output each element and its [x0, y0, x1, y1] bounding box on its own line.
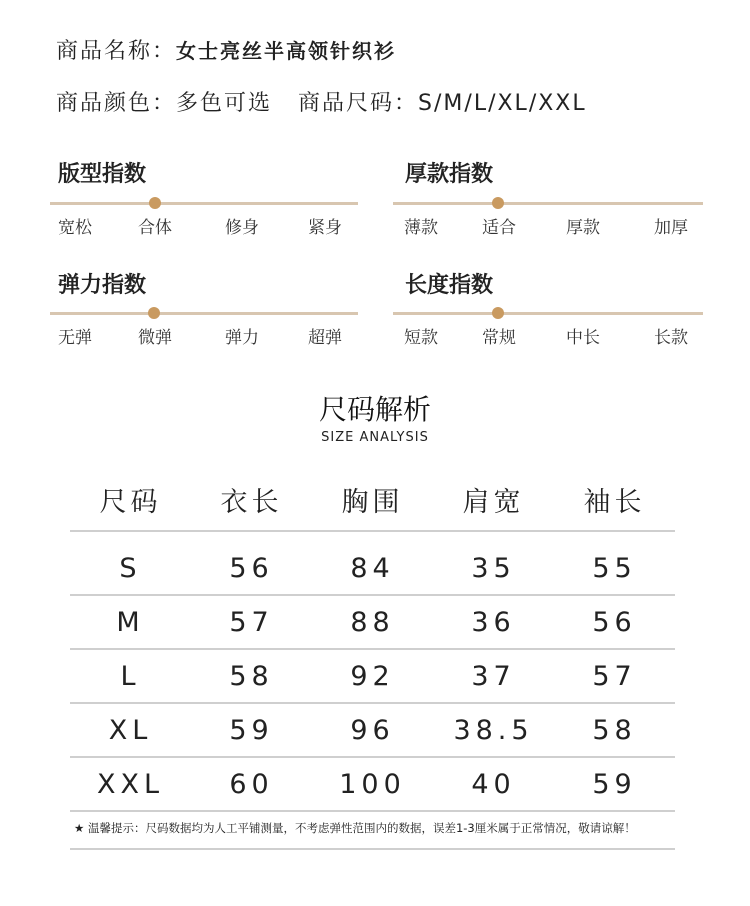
header-size: 尺码	[70, 468, 191, 531]
cell-size: S	[70, 542, 191, 595]
cell-size: L	[70, 649, 191, 703]
thickness-index-title: 厚款指数	[405, 162, 494, 187]
cell-length: 57	[191, 595, 312, 649]
product-name-line	[56, 34, 396, 65]
table-spacer	[70, 531, 675, 542]
product-name-value: 女士亮丝半高领针织衫	[176, 39, 397, 63]
fit-index-option: 合体	[138, 218, 172, 238]
header-chest: 胸围	[312, 468, 433, 531]
cell-shoulder: 35	[433, 542, 554, 595]
cell-chest: 84	[312, 542, 433, 595]
length-index-option: 常规	[482, 328, 516, 348]
cell-length: 58	[191, 649, 312, 703]
table-row	[70, 757, 675, 811]
cell-chest: 96	[312, 703, 433, 757]
cell-sleeve: 58	[554, 703, 675, 757]
cell-size: XL	[70, 703, 191, 757]
cell-shoulder: 37	[433, 649, 554, 703]
elasticity-index-title: 弹力指数	[58, 273, 147, 298]
cell-shoulder: 38.5	[433, 703, 554, 757]
length-index-option: 短款	[404, 328, 438, 348]
product-size-label: 商品尺码：	[298, 91, 419, 116]
header-shoulder: 肩宽	[433, 468, 554, 531]
length-index-marker	[492, 307, 504, 319]
measurement-note: ★ 温馨提示：尺码数据均为人工平铺测量，不考虑弹性范围内的数据，误差1-3厘米属于正常情况，敬请谅解！	[74, 821, 636, 835]
thickness-index-track	[393, 202, 703, 205]
length-index-track	[393, 312, 703, 315]
product-name-label: 商品名称：	[56, 39, 177, 64]
elasticity-index-track	[50, 312, 358, 315]
elasticity-index-option: 弹力	[225, 328, 259, 348]
length-index-option: 中长	[566, 328, 600, 348]
fit-index-option: 修身	[225, 218, 259, 238]
thickness-index-option: 适合	[482, 218, 516, 238]
cell-sleeve: 55	[554, 542, 675, 595]
bottom-divider	[70, 848, 675, 850]
elasticity-index-option: 超弹	[308, 328, 342, 348]
size-analysis-subtitle: SIZE ANALYSIS	[321, 430, 429, 445]
cell-chest: 100	[312, 757, 433, 811]
cell-sleeve: 57	[554, 649, 675, 703]
fit-index-title: 版型指数	[58, 162, 147, 187]
cell-length: 59	[191, 703, 312, 757]
size-table	[70, 468, 675, 812]
thickness-index-option: 加厚	[654, 218, 688, 238]
size-analysis-title: 尺码解析	[318, 393, 431, 426]
thickness-index-marker	[492, 197, 504, 209]
cell-size: M	[70, 595, 191, 649]
cell-length: 60	[191, 757, 312, 811]
cell-sleeve: 59	[554, 757, 675, 811]
cell-chest: 88	[312, 595, 433, 649]
header-sleeve: 袖长	[554, 468, 675, 531]
product-size-value: S/M/L/XL/XXL	[418, 91, 587, 116]
thickness-index-option: 薄款	[404, 218, 438, 238]
fit-index-marker	[149, 197, 161, 209]
thickness-index-option: 厚款	[566, 218, 600, 238]
fit-index-track	[50, 202, 358, 205]
cell-sleeve: 56	[554, 595, 675, 649]
fit-index-option: 紧身	[308, 218, 342, 238]
cell-chest: 92	[312, 649, 433, 703]
product-color-value: 多色可选	[176, 91, 273, 116]
cell-size: XXL	[70, 757, 191, 811]
product-color-size-line	[56, 86, 587, 117]
elasticity-index-option: 无弹	[58, 328, 92, 348]
table-row	[70, 649, 675, 703]
elasticity-index-option: 微弹	[138, 328, 172, 348]
elasticity-index-marker	[148, 307, 160, 319]
header-length: 衣长	[191, 468, 312, 531]
cell-shoulder: 36	[433, 595, 554, 649]
table-row	[70, 703, 675, 757]
cell-length: 56	[191, 542, 312, 595]
table-row	[70, 542, 675, 595]
length-index-title: 长度指数	[405, 273, 494, 298]
product-color-label: 商品颜色：	[56, 91, 177, 116]
size-table-header-row	[70, 468, 675, 531]
table-row	[70, 595, 675, 649]
cell-shoulder: 40	[433, 757, 554, 811]
length-index-option: 长款	[654, 328, 688, 348]
fit-index-option: 宽松	[58, 218, 92, 238]
